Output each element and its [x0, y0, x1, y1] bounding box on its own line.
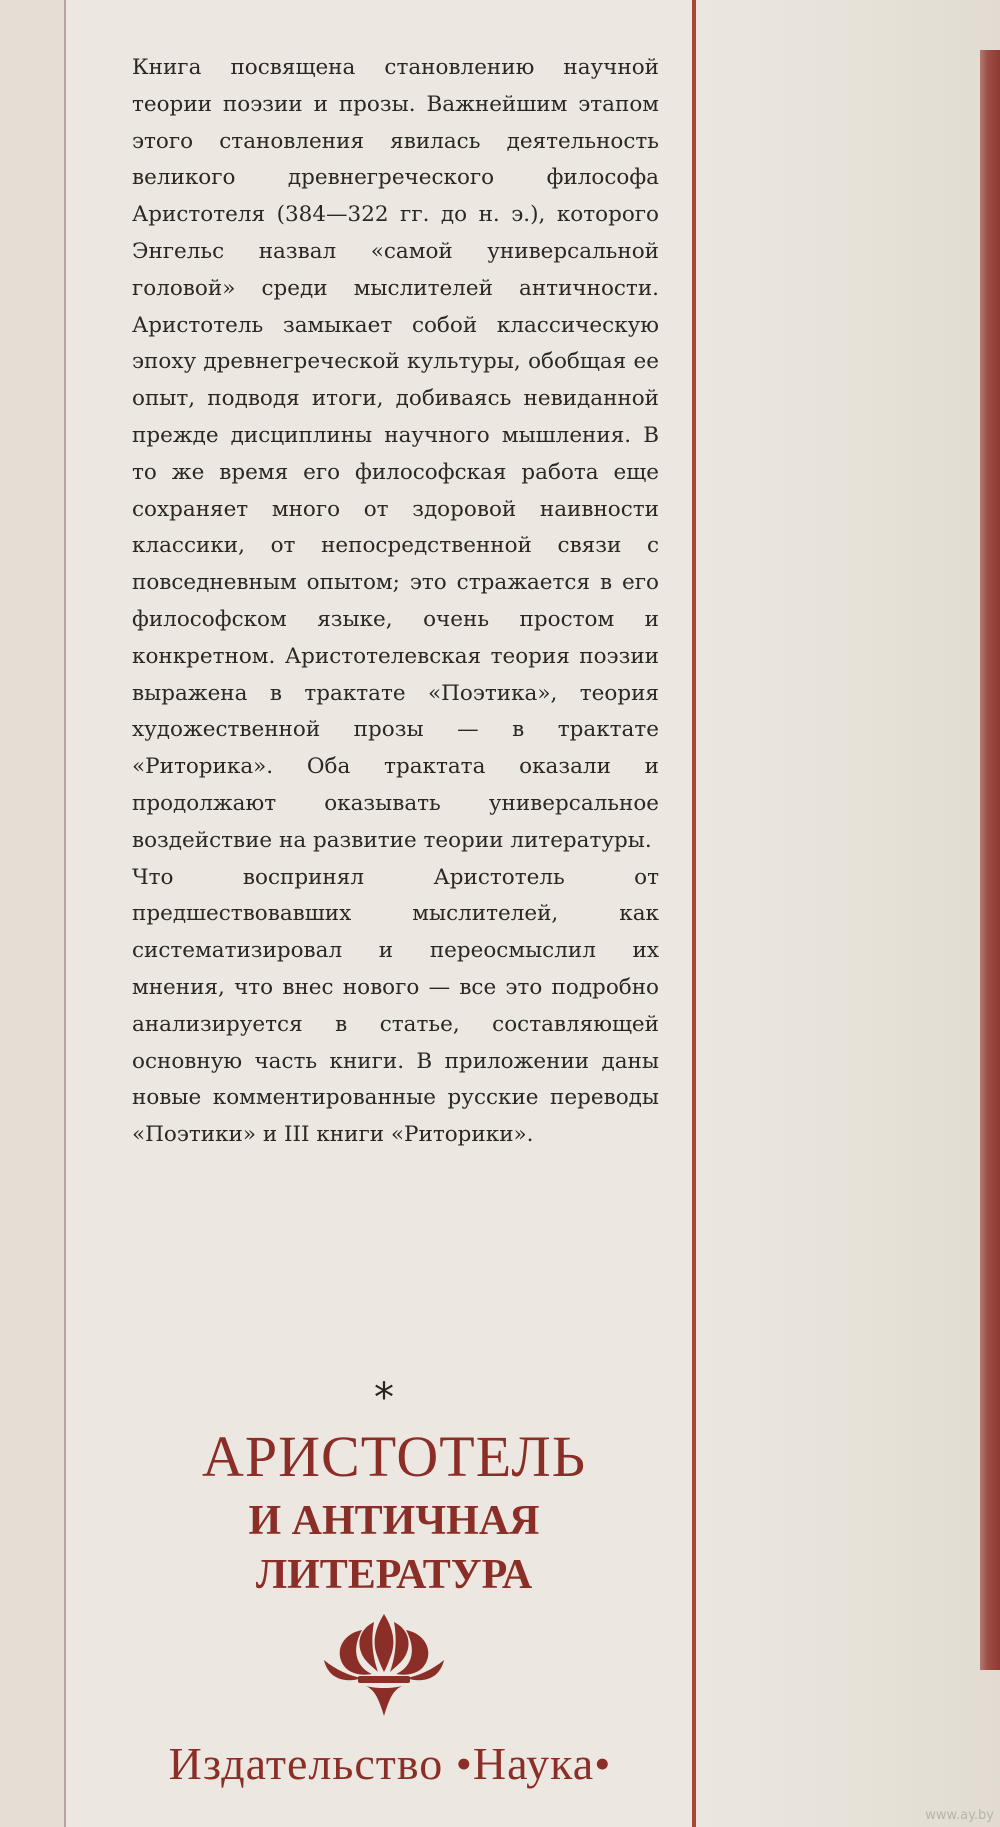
- book-title: АРИСТОТЕЛЬ: [202, 1424, 586, 1489]
- publisher-name: Издательство •Наука•: [168, 1738, 612, 1789]
- watermark: www.ay.by: [925, 1808, 994, 1823]
- asterisk-divider: *: [374, 1375, 394, 1421]
- fleur-de-lis-icon: [322, 1612, 446, 1718]
- book-subtitle-line-1: И АНТИЧНАЯ: [248, 1498, 540, 1544]
- annotation-paragraph-1: Книга посвящена становлению научной теории поэзии и прозы. Важнейшим этапом этого становления явилась деятельность великого древнегреческого философа Аристотеля (384—322 гг. до н. э.), которого Энгельс назвал «самой универсальной головой» среди мыслителей античности. Аристотель замыкает собой классическую эпоху древнегреческой культуры, обобщая ее опыт, подводя итоги, добиваясь невиданной прежде дисциплины научного мышления. В то же время его философская работа еще сохраняет много от здоровой наивности классики, от непосредственной связи с повседневным опытом; это стражается в его философском языке, очень простом и конкретном. Аристотелевская теория поэзии выражена в трактате «Поэтика», теория художественной прозы — в трактате «Риторика». Оба трактата оказали и продолжают оказывать универсальное воздействие на развитие теории литературы.: [132, 55, 659, 853]
- panel-red-border: [692, 0, 696, 1827]
- left-page-edge: [0, 0, 66, 1827]
- annotation-text: [132, 50, 659, 1154]
- red-cover-edge: [980, 50, 1000, 1670]
- background-right: [700, 0, 1000, 1827]
- book-subtitle-line-2: ЛИТЕРАТУРА: [255, 1552, 533, 1598]
- annotation-paragraph-2: Что воспринял Аристотель от предшествовавших мыслителей, как систематизировал и переосмыслил их мнения, что внес нового — все это подробно анализируется в статье, составляющей основную часть книги. В приложении даны новые комментированные русские переводы «Поэтики» и III книги «Риторики».: [132, 864, 659, 1148]
